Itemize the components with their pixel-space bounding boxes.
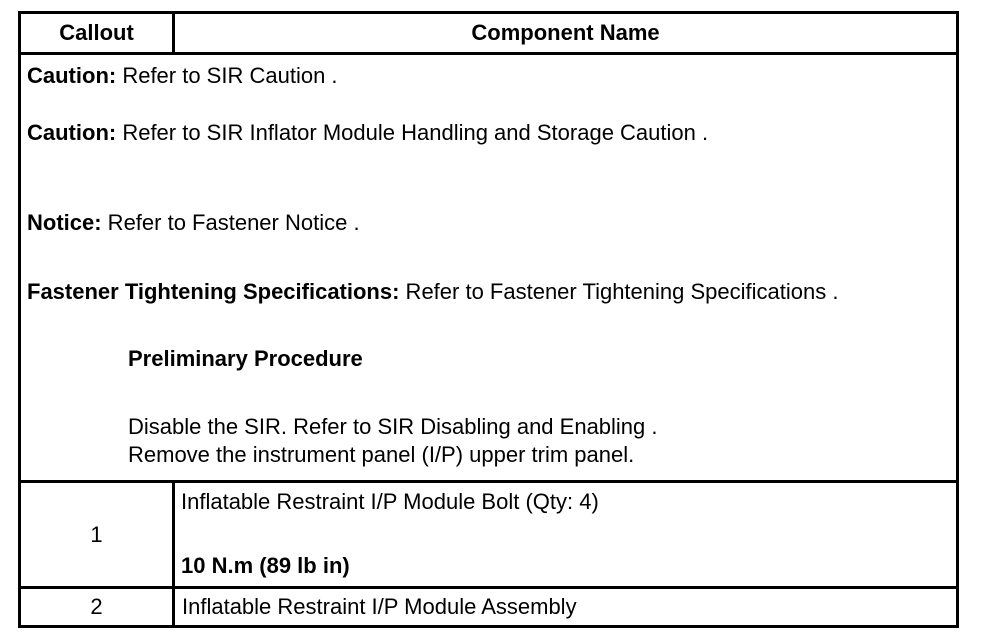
- procedure-step-2: Remove the instrument panel (I/P) upper trim panel.: [128, 442, 635, 467]
- notes-row: [20, 54, 958, 482]
- component-cell: [174, 482, 958, 588]
- callout-header: Callout: [20, 13, 174, 54]
- fastener-spec-note: [27, 279, 838, 305]
- notice-text: Refer to Fastener Notice .: [101, 210, 360, 235]
- caution-label: Caution:: [27, 63, 117, 88]
- caution-text: Refer to SIR Caution .: [116, 63, 338, 88]
- notes-cell: [20, 54, 958, 482]
- caution-text: Refer to SIR Inflator Module Handling and Storage Caution .: [116, 120, 709, 145]
- component-name: Inflatable Restraint I/P Module Bolt (Qty: 4): [181, 489, 599, 514]
- procedure-step-1: Disable the SIR. Refer to SIR Disabling and Enabling .: [128, 414, 658, 439]
- notice-note: [27, 210, 360, 236]
- caution-note-sir: [27, 63, 338, 89]
- caution-label: Caution:: [27, 120, 117, 145]
- callout-number: 2: [20, 588, 174, 627]
- torque-spec: 10 N.m (89 lb in): [181, 553, 350, 578]
- callout-number: 1: [20, 482, 174, 588]
- preliminary-procedure-heading: [128, 346, 363, 372]
- table-row: [20, 588, 958, 627]
- component-name: Inflatable Restraint I/P Module Assembly: [174, 588, 958, 627]
- component-table: [18, 11, 959, 628]
- fastener-spec-text: Refer to Fastener Tightening Specifications .: [399, 279, 839, 304]
- notice-label: Notice:: [27, 210, 102, 235]
- preliminary-procedure-title: Preliminary Procedure: [128, 346, 363, 371]
- component-name-header: Component Name: [174, 13, 958, 54]
- header-row: [20, 13, 958, 54]
- fastener-spec-label: Fastener Tightening Specifications:: [27, 279, 400, 304]
- caution-note-inflator: [27, 120, 708, 146]
- table-row: [20, 482, 958, 588]
